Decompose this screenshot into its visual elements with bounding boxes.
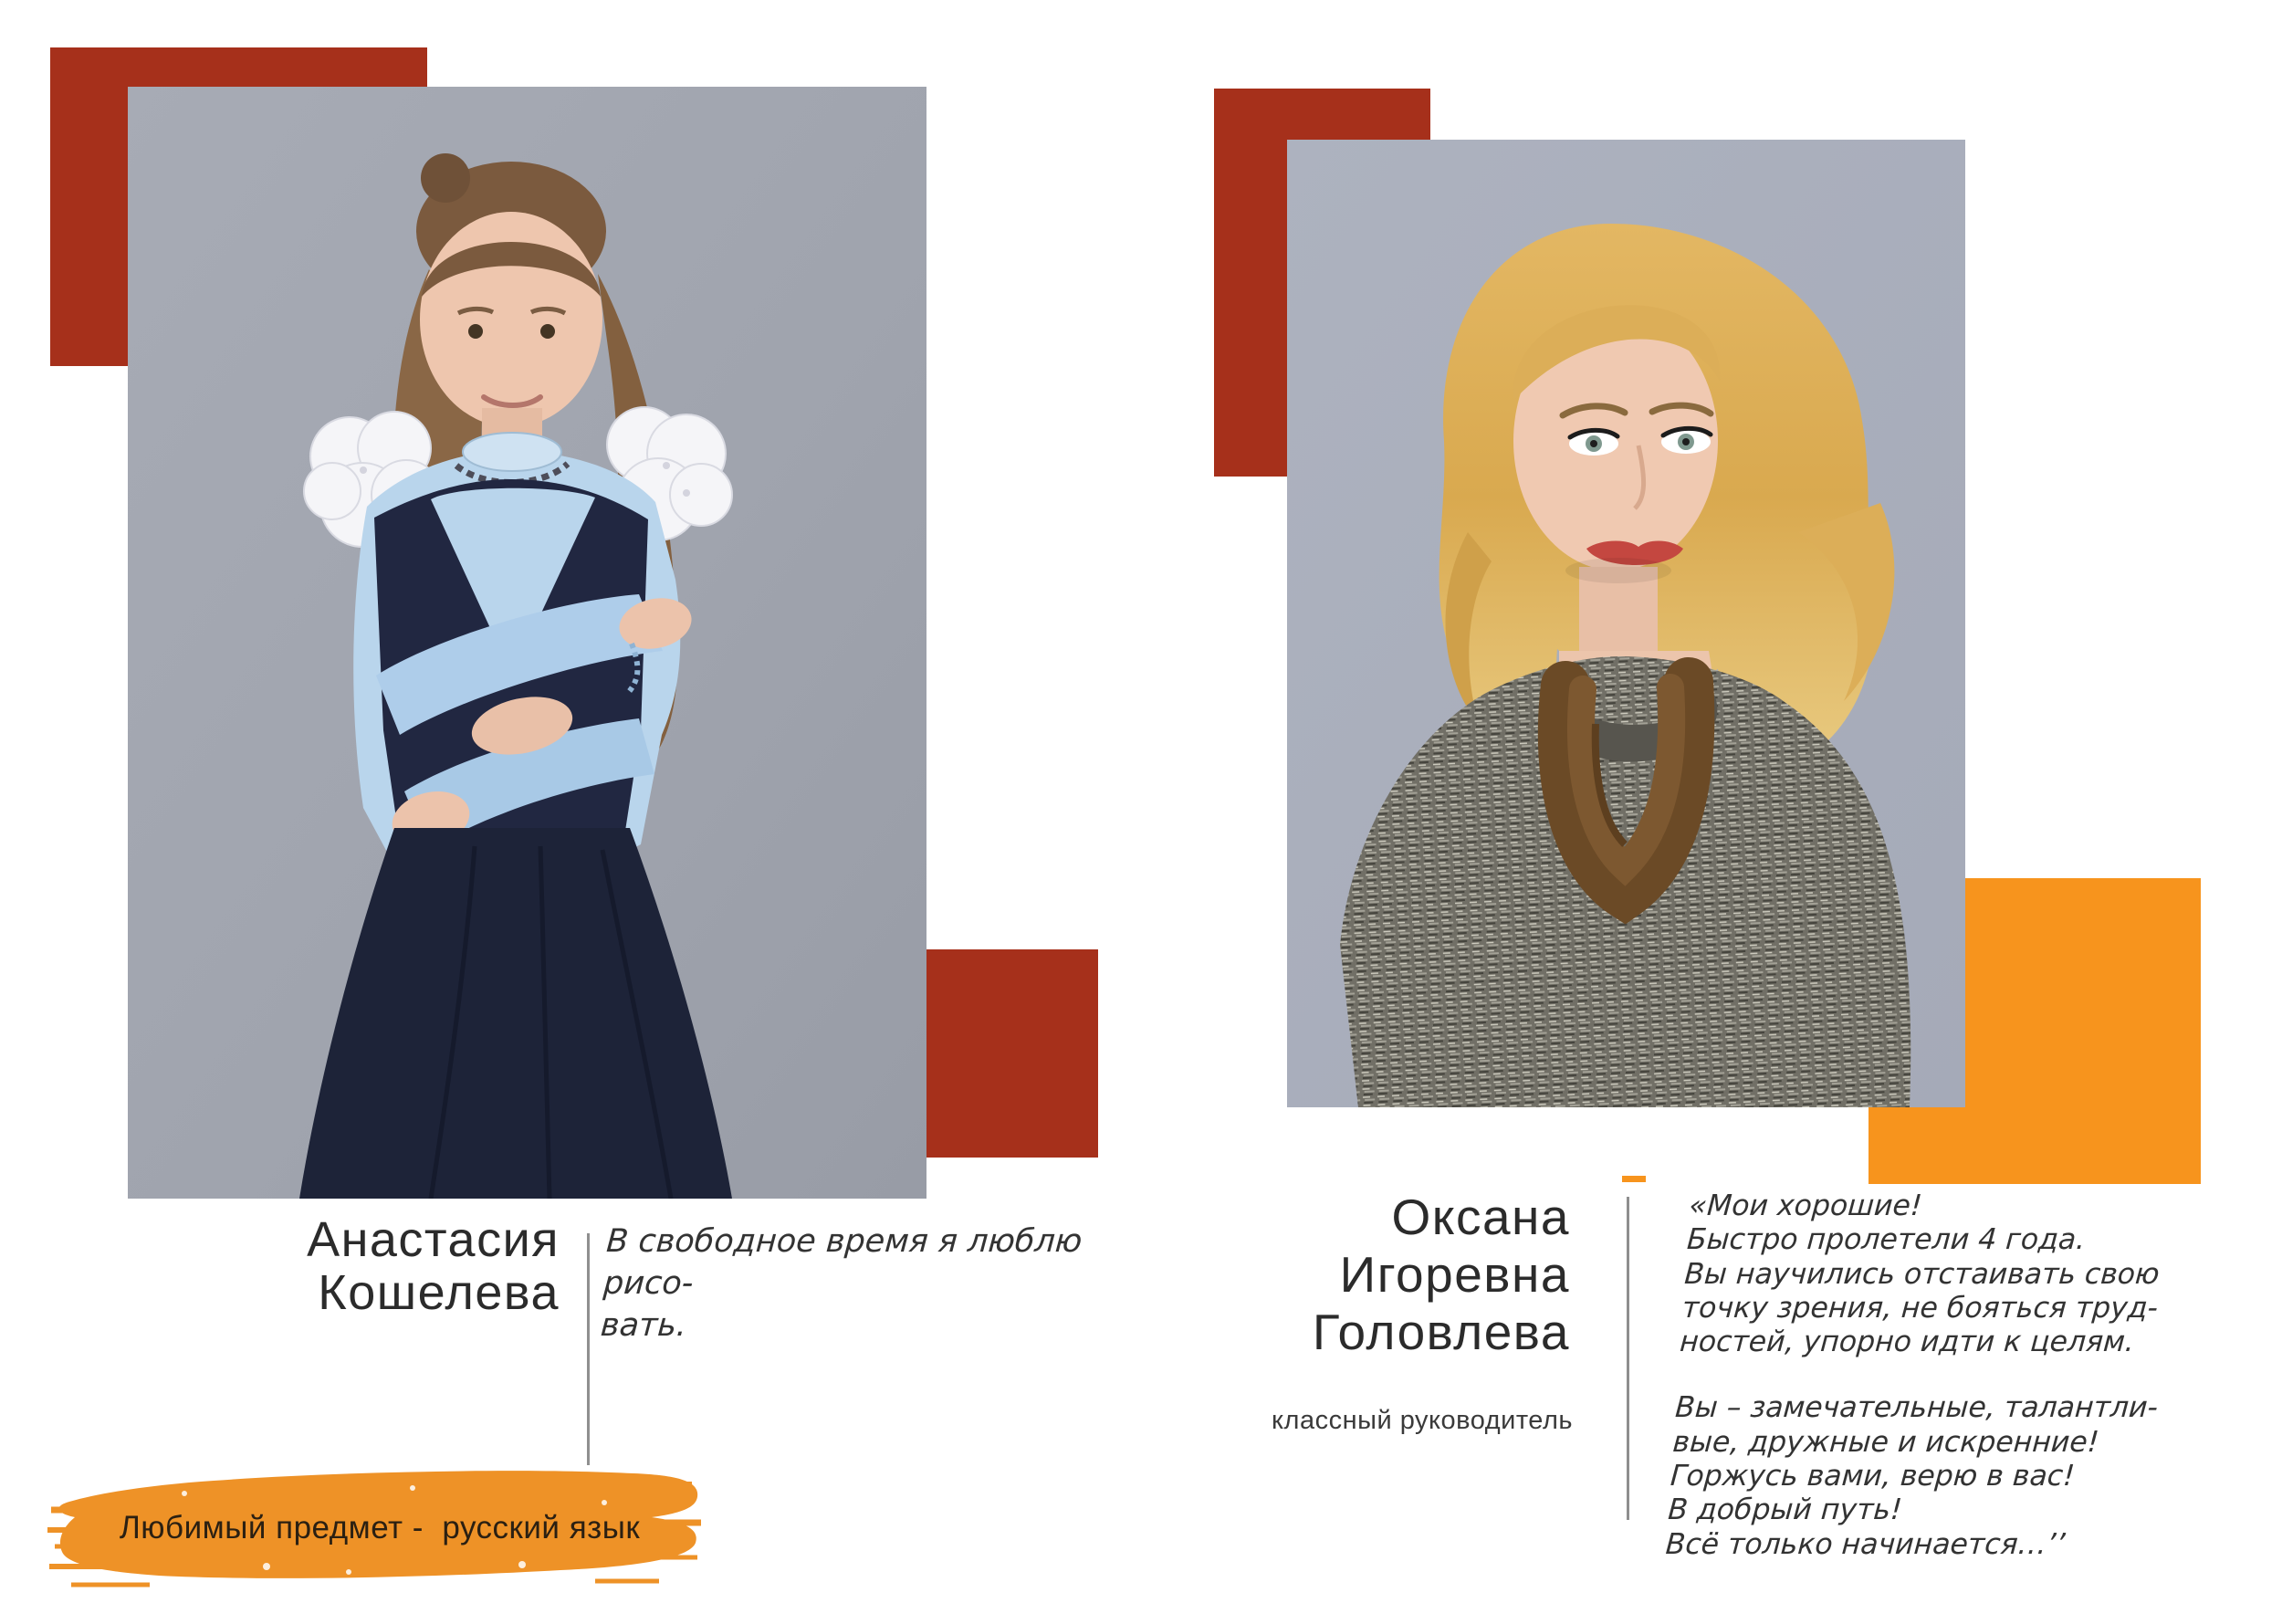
teacher-quote-line: Всё только начинается…’’ [1664,1527,2067,1561]
teacher-quote-line: Быстро пролетели 4 года. [1685,1223,2087,1257]
brush-stroke-highlight [47,1457,703,1601]
teacher-name-line: Головлева [1312,1304,1570,1360]
student-portrait-illustration [128,87,926,1199]
teacher-quote [1664,1189,2275,1562]
teacher-quote-line: Горжусь вами, верю в вас! [1669,1460,2077,1493]
teacher-name-line: Игоревна [1339,1246,1570,1303]
decor-red-rect-small [926,949,1098,1158]
student-quote [599,1221,1174,1346]
student-quote-line: вать. [599,1307,688,1344]
student-photo [128,87,926,1199]
teacher-role-label: классный руководитель [1272,1406,1573,1435]
teacher-quote-line: точку зрения, не бояться труд- [1680,1291,2160,1325]
teacher-role [1146,1406,1573,1436]
divider-line-right [1627,1197,1629,1520]
teacher-name [1146,1189,1570,1361]
teacher-portrait-illustration [1287,140,1965,1107]
divider-accent-orange [1622,1176,1646,1182]
teacher-quote-block-1 [1679,1189,2275,1359]
teacher-quote-line: вые, дружные и искренние! [1671,1425,2100,1459]
teacher-photo [1287,140,1965,1107]
teacher-quote-block-2 [1664,1391,2260,1561]
student-first-name: Анастасия [307,1212,560,1267]
teacher-quote-line: В добрый путь! [1667,1493,1903,1527]
favorite-subject-label: Любимый предмет - русский язык [119,1510,641,1545]
divider-line-left [587,1233,590,1465]
student-name [128,1213,560,1319]
teacher-quote-line: ностей, упорно идти к целям. [1679,1325,2136,1359]
teacher-quote-line: Вы – замечательные, талантли- [1673,1391,2160,1425]
student-last-name: Кошелева [318,1265,560,1320]
teacher-name-line: Оксана [1391,1189,1570,1245]
teacher-quote-line: Вы научились отстаивать свою [1683,1257,2161,1291]
teacher-quote-line: «Мои хорошие! [1688,1189,1923,1222]
student-quote-line: В свободное время я люблю рисо- [602,1223,1083,1302]
